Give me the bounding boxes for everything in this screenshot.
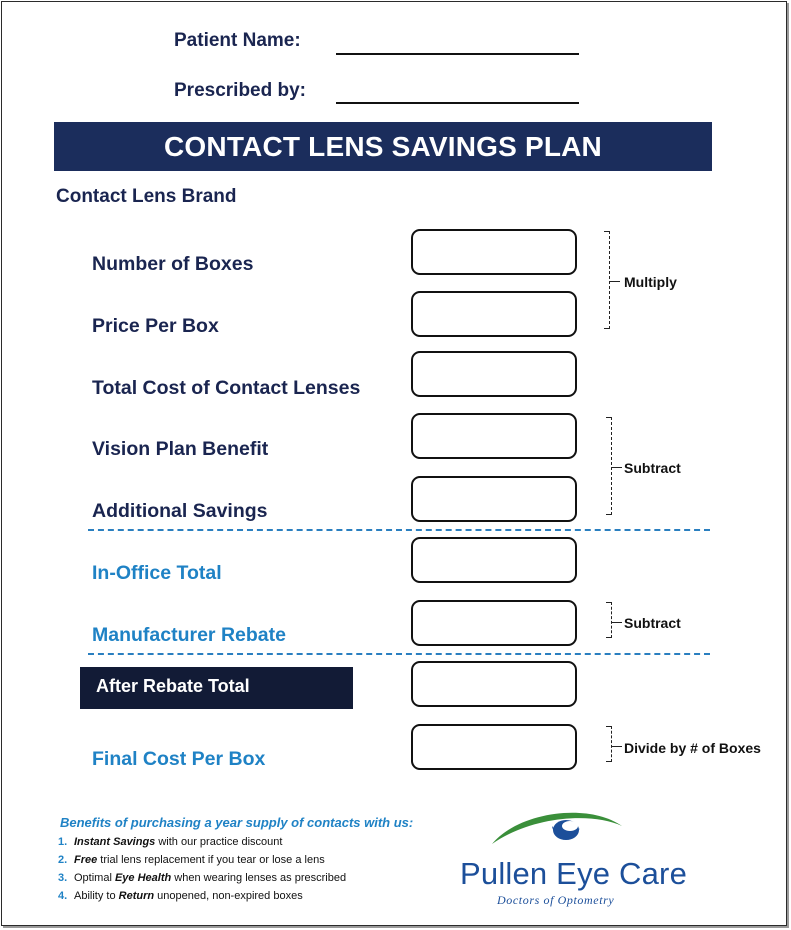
in-office-total-input[interactable] (411, 537, 577, 583)
logo-tagline: Doctors of Optometry (497, 893, 615, 907)
subtract-rebate-label: Subtract (624, 615, 681, 631)
benefit-item: 3. Optimal Eye Health when wearing lenses as prescribed (58, 872, 347, 884)
multiply-bracket (604, 231, 610, 329)
logo-name: Pullen Eye Care (460, 856, 688, 891)
vision-plan-benefit-label: Vision Plan Benefit (92, 438, 269, 460)
price-per-box-label: Price Per Box (92, 315, 219, 337)
eye-logo-icon (488, 806, 628, 856)
subtract-bracket (606, 417, 612, 515)
bracket-tick (610, 281, 620, 282)
manufacturer-rebate-input[interactable] (411, 600, 577, 646)
benefit-item: 2. Free trial lens replacement if you tear or lose a lens (58, 854, 325, 866)
divide-bracket (606, 726, 612, 762)
manufacturer-rebate-label: Manufacturer Rebate (92, 624, 286, 646)
total-cost-label: Total Cost of Contact Lenses (92, 377, 361, 399)
total-cost-input[interactable] (411, 351, 577, 397)
after-rebate-total-input[interactable] (411, 661, 577, 707)
bracket-tick (612, 467, 622, 468)
final-cost-per-box-input[interactable] (411, 724, 577, 770)
bracket-tick (612, 622, 622, 623)
subtract-label: Subtract (624, 460, 681, 476)
number-of-boxes-input[interactable] (411, 229, 577, 275)
final-cost-per-box-label: Final Cost Per Box (92, 748, 266, 770)
bracket-tick (612, 746, 622, 747)
benefit-item: 1. Instant Savings with our practice discount (58, 836, 283, 848)
brand-label: Contact Lens Brand (56, 186, 237, 207)
rebate-bracket (606, 602, 612, 638)
in-office-total-label: In-Office Total (92, 562, 222, 584)
section-divider (88, 653, 710, 655)
benefits-title: Benefits of purchasing a year supply of contacts with us: (60, 815, 414, 830)
patient-name-label: Patient Name: (174, 30, 301, 51)
benefit-item: 4. Ability to Return unopened, non-expired boxes (58, 890, 303, 902)
section-divider (88, 529, 710, 531)
vision-plan-benefit-input[interactable] (411, 413, 577, 459)
prescribed-by-field[interactable] (336, 102, 579, 104)
page-title: CONTACT LENS SAVINGS PLAN (54, 122, 712, 171)
patient-name-field[interactable] (336, 53, 579, 55)
multiply-label: Multiply (624, 274, 677, 290)
price-per-box-input[interactable] (411, 291, 577, 337)
number-of-boxes-label: Number of Boxes (92, 253, 254, 275)
prescribed-by-label: Prescribed by: (174, 80, 306, 101)
divide-label: Divide by # of Boxes (624, 740, 761, 756)
after-rebate-total-label: After Rebate Total (80, 667, 353, 709)
additional-savings-label: Additional Savings (92, 500, 268, 522)
additional-savings-input[interactable] (411, 476, 577, 522)
